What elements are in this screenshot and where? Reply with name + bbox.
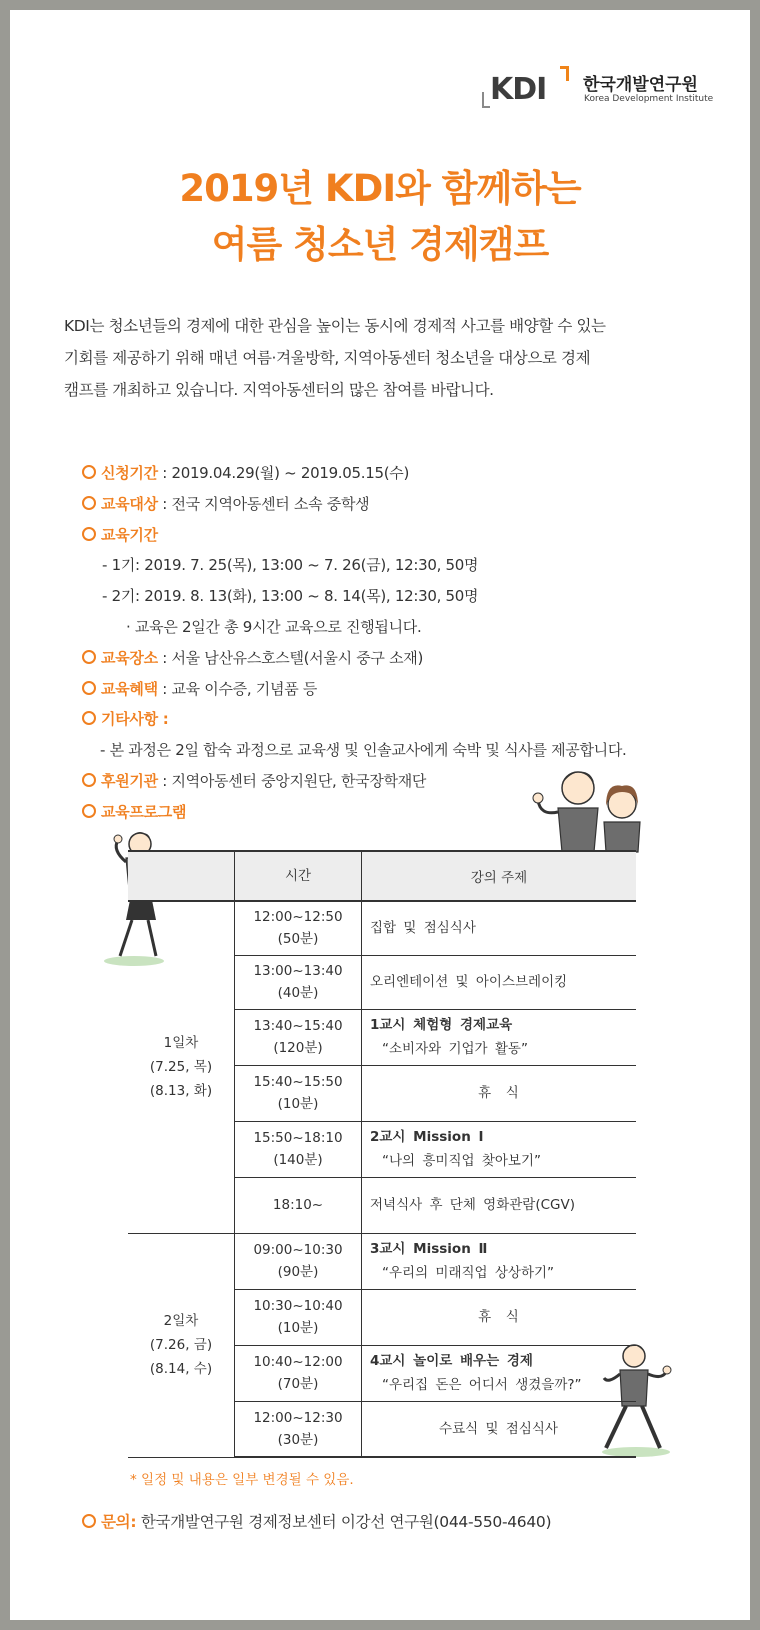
program-schedule-table (128, 850, 636, 1458)
topic-cell: 휴 식 (362, 1289, 637, 1345)
topic-subtitle: “나의 흥미직업 찾아보기” (382, 1153, 541, 1169)
circle-bullet-icon (82, 496, 96, 510)
time-cell (235, 955, 362, 1009)
info-place (82, 647, 423, 668)
schedule-change-note: * 일정 및 내용은 일부 변경될 수 있음. (130, 1472, 354, 1488)
time-duration: (120분) (273, 1040, 323, 1056)
table-header-row (128, 851, 636, 901)
topic-title: 2교시 Mission Ⅰ (370, 1129, 484, 1145)
header-day (128, 851, 235, 901)
time-range: 15:50~18:10 (253, 1130, 343, 1146)
topic-cell (362, 1345, 637, 1401)
logo-accent-icon (560, 66, 569, 81)
time-duration: (10분) (277, 1320, 319, 1336)
info-label: 기타사항 (101, 710, 158, 728)
info-value: : (157, 710, 169, 728)
topic-cell: 집합 및 점심식사 (362, 901, 637, 955)
info-benefit (82, 678, 317, 699)
circle-bullet-icon (82, 711, 96, 725)
contact-info (82, 1510, 551, 1532)
time-range: 12:00~12:50 (253, 909, 343, 926)
logo-org-korean: 한국개발연구원 (583, 75, 698, 95)
circle-bullet-icon (82, 773, 96, 787)
info-etc (82, 708, 168, 729)
contact-label: 문의: (101, 1513, 137, 1531)
page-title-line1: 2019년 KDI와 함께하는 (179, 167, 581, 210)
topic-cell (362, 1009, 637, 1065)
info-value: : 지역아동센터 중앙지원단, 한국장학재단 (157, 772, 427, 790)
topic-cell: 수료식 및 점심식사 (362, 1401, 637, 1457)
topic-subtitle: “우리의 미래직업 상상하기” (382, 1265, 555, 1281)
time-cell (235, 1009, 362, 1065)
time-duration: (30분) (277, 1431, 319, 1448)
info-session2: - 2기: 2019. 8. 13(화), 13:00 ~ 8. 14(목), 12:30, 50명 (102, 587, 479, 605)
day-date: (7.25, 목) (149, 1059, 213, 1076)
time-cell (235, 1345, 362, 1401)
kdi-logo (480, 62, 720, 110)
day-date: (8.14, 수) (149, 1361, 213, 1377)
header-topic: 강의 주제 (362, 851, 637, 901)
info-value: : 2019.04.29(월) ~ 2019.05.15(수) (157, 464, 410, 482)
topic-cell: 저녁식사 후 단체 영화관람(CGV) (362, 1177, 637, 1233)
info-sponsor (82, 770, 426, 791)
day-date: (7.26, 금) (149, 1337, 213, 1353)
intro-line: 기회를 제공하기 위해 매년 여름·겨울방학, 지역아동센터 청소년을 대상으로 경제 (64, 349, 591, 367)
day-label: 2일차 (163, 1313, 199, 1329)
page-title-line2: 여름 청소년 경제캠프 (211, 223, 549, 266)
topic-subtitle: “우리집 돈은 어디서 생겼을까?” (382, 1377, 582, 1393)
day-label: 1일차 (163, 1035, 199, 1052)
topic-cell: 휴 식 (362, 1065, 637, 1121)
circle-bullet-icon (82, 681, 96, 695)
info-value: : 전국 지역아동센터 소속 중학생 (157, 495, 370, 513)
info-label: 교육혜택 (101, 680, 158, 698)
time-cell (235, 1233, 362, 1289)
info-etc-detail: - 본 과정은 2일 합숙 과정으로 교육생 및 인솔교사에게 숙박 및 식사를 제공합니다. (100, 741, 627, 759)
time-range: 18:10~ (272, 1197, 324, 1213)
info-label: 후원기관 (101, 772, 158, 790)
time-duration: (40분) (277, 985, 319, 1001)
circle-bullet-icon (82, 1514, 96, 1528)
info-label: 교육기간 (101, 526, 158, 544)
topic-title: 1교시 체험형 경제교육 (370, 1017, 513, 1033)
time-range: 10:40~12:00 (253, 1354, 343, 1370)
table-row (128, 901, 636, 955)
time-cell (235, 1289, 362, 1345)
time-duration: (90분) (277, 1264, 319, 1280)
topic-title: 3교시 Mission Ⅱ (370, 1241, 488, 1257)
contact-value: 한국개발연구원 경제정보센터 이강선 연구원(044-550-4640) (136, 1513, 552, 1531)
info-value: : 서울 남산유스호스텔(서울시 중구 소재) (157, 649, 424, 667)
topic-cell (362, 1121, 637, 1177)
topic-cell: 오리엔테이션 및 아이스브레이킹 (362, 955, 637, 1009)
topic-title: 4교시 놀이로 배우는 경제 (370, 1353, 533, 1369)
time-range: 13:40~15:40 (253, 1018, 343, 1034)
time-cell (235, 1401, 362, 1457)
time-cell (235, 1177, 362, 1233)
time-range: 12:00~12:30 (253, 1409, 343, 1426)
info-period-note: · 교육은 2일간 총 9시간 교육으로 진행됩니다. (126, 618, 422, 636)
time-duration: (50분) (277, 931, 319, 948)
flyer-page (10, 10, 750, 1620)
time-range: 10:30~10:40 (253, 1298, 343, 1314)
day2-cell (128, 1233, 235, 1457)
time-range: 09:00~10:30 (253, 1242, 343, 1258)
info-label: 신청기간 (101, 464, 158, 482)
info-label: 교육장소 (101, 649, 158, 667)
time-duration: (10분) (277, 1096, 319, 1112)
info-target (82, 493, 369, 514)
logo-bracket-icon (482, 92, 490, 108)
logo-mark: KDI (490, 72, 547, 107)
time-cell (235, 1121, 362, 1177)
time-cell (235, 1065, 362, 1121)
circle-bullet-icon (82, 650, 96, 664)
circle-bullet-icon (82, 804, 96, 818)
intro-line: 캠프를 개최하고 있습니다. 지역아동센터의 많은 참여를 바랍니다. (64, 381, 494, 399)
info-period (82, 524, 158, 545)
day1-cell (128, 901, 235, 1233)
intro-paragraph (64, 310, 704, 406)
topic-subtitle: “소비자와 기업가 활동” (382, 1041, 528, 1057)
circle-bullet-icon (82, 527, 96, 541)
info-label: 교육대상 (101, 495, 158, 513)
logo-org-english: Korea Development Institute (584, 94, 714, 104)
time-duration: (140분) (273, 1152, 323, 1168)
info-session1: - 1기: 2019. 7. 25(목), 13:00 ~ 7. 26(금), 12:30, 50명 (102, 556, 479, 574)
info-label: 교육프로그램 (101, 803, 187, 821)
time-duration: (70분) (277, 1376, 319, 1392)
info-value: : 교육 이수증, 기념품 등 (157, 680, 318, 698)
time-range: 13:00~13:40 (253, 963, 343, 979)
time-range: 15:40~15:50 (253, 1074, 343, 1090)
day-date: (8.13, 화) (149, 1083, 213, 1100)
circle-bullet-icon (82, 465, 96, 479)
info-apply-period (82, 462, 409, 483)
info-program (82, 801, 186, 822)
topic-cell (362, 1233, 637, 1289)
table-row (128, 1233, 636, 1289)
header-time: 시간 (235, 851, 362, 901)
time-cell (235, 901, 362, 955)
intro-line: KDI는 청소년들의 경제에 대한 관심을 높이는 동시에 경제적 사고를 배양할 수 있는 (64, 317, 606, 335)
